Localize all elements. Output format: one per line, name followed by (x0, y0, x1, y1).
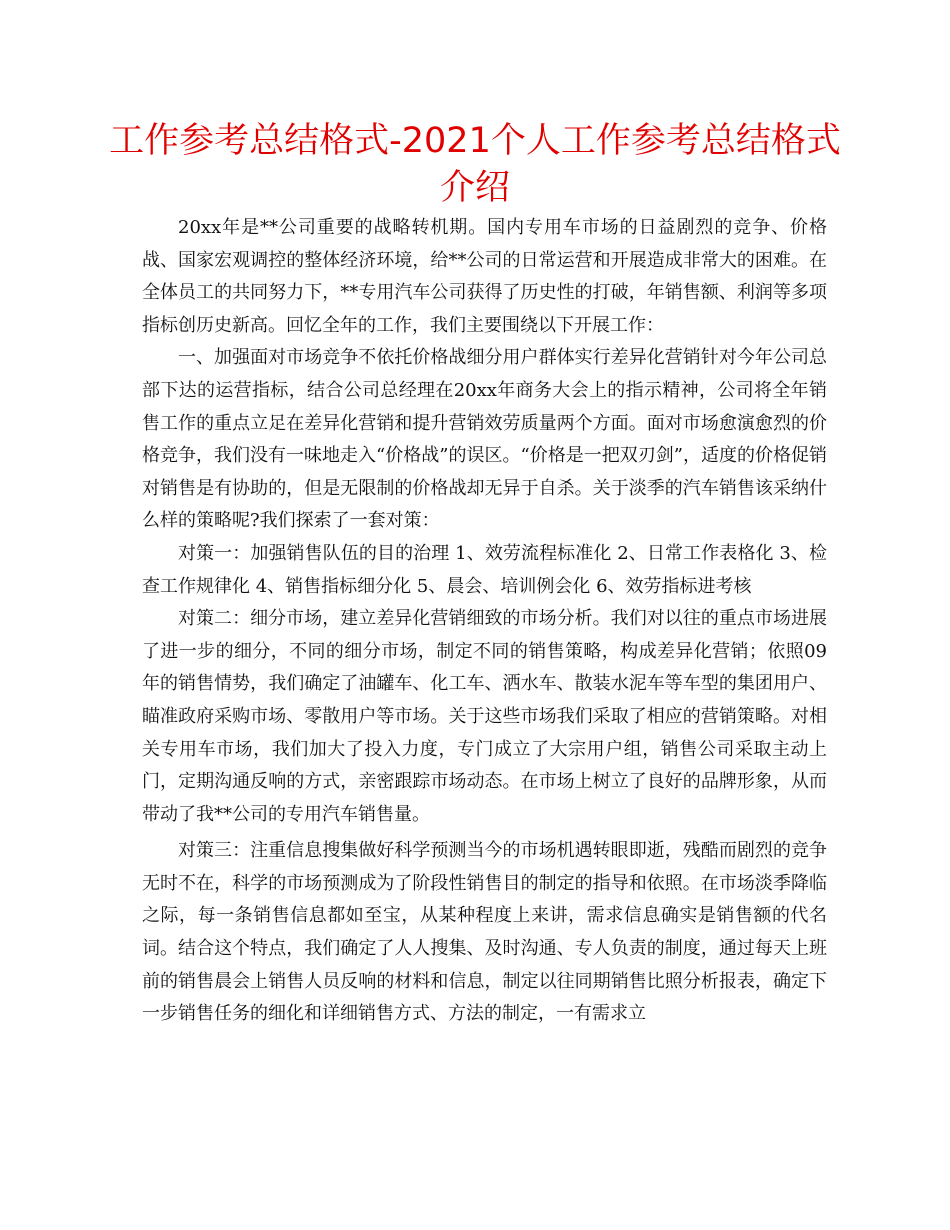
title-line-2: 介绍 (439, 168, 510, 208)
paragraph-intro: 20xx年是**公司重要的战略转机期。国内专用车市场的日益剧烈的竞争、价格战、国家宏观调控的整体经济环境，给**公司的日常运营和开展造成非常大的困难。在全体员工的共同努力下，**专用汽车公司获得了历史性的打破，年销售额、利润等多项指标创历史新高。回忆全年的工作，我们主要围绕以下开展工作： (142, 217, 827, 336)
document-title (100, 118, 850, 212)
paragraph-section-one: 一、加强面对市场竞争不依托价格战细分用户群体实行差异化营销针对今年公司总部下达的运营指标，结合公司总经理在20xx年商务大会上的指示精神，公司将全年销售工作的重点立足在差异化营销和提升营销效劳质量两个方面。面对市场愈演愈烈的价格竞争，我们没有一味地走入“价格战”的误区。“价格是一把双刃剑”，适度的价格促销对销售是有协助的，但是无限制的价格战却无异于自杀。关于淡季的汽车销售该采纳什么样的策略呢?我们探索了一套对策： (142, 347, 827, 532)
paragraph-strategy-three: 对策三：注重信息搜集做好科学预测当今的市场机遇转眼即逝，残酷而剧烈的竞争无时不在，科学的市场预测成为了阶段性销售目的制定的指导和依照。在市场淡季降临之际，每一条销售信息都如至宝，从某种程度上来讲，需求信息确实是销售额的代名词。结合这个特点，我们确定了人人搜集、及时沟通、专人负责的制度，通过每天上班前的销售晨会上销售人员反响的材料和信息，制定以往同期销售比照分析报表，确定下一步销售任务的细化和详细销售方式、方法的制定，一有需求立 (142, 840, 827, 1025)
paragraph-strategy-two: 对策二：细分市场，建立差异化营销细致的市场分析。我们对以往的重点市场进展了进一步的细分，不同的细分市场，制定不同的销售策略，构成差异化营销；依照09年的销售情势，我们确定了油罐车、化工车、洒水车、散装水泥车等车型的集团用户、瞄准政府采购市场、零散用户等市场。关于这些市场我们采取了相应的营销策略。对相关专用车市场，我们加大了投入力度，专门成立了大宗用户组，销售公司采取主动上门，定期沟通反响的方式，亲密跟踪市场动态。在市场上树立了良好的品牌形象，从而带动了我**公司的专用汽车销售量。 (142, 608, 827, 825)
paragraph-strategy-one: 对策一：加强销售队伍的目的治理 1、效劳流程标准化 2、日常工作表格化 3、检查工作规律化 4、销售指标细分化 5、晨会、培训例会化 6、效劳指标进考核 (142, 542, 827, 597)
title-line-1: 工作参考总结格式-2021个人工作参考总结格式 (109, 121, 841, 161)
document-body (142, 212, 827, 1031)
